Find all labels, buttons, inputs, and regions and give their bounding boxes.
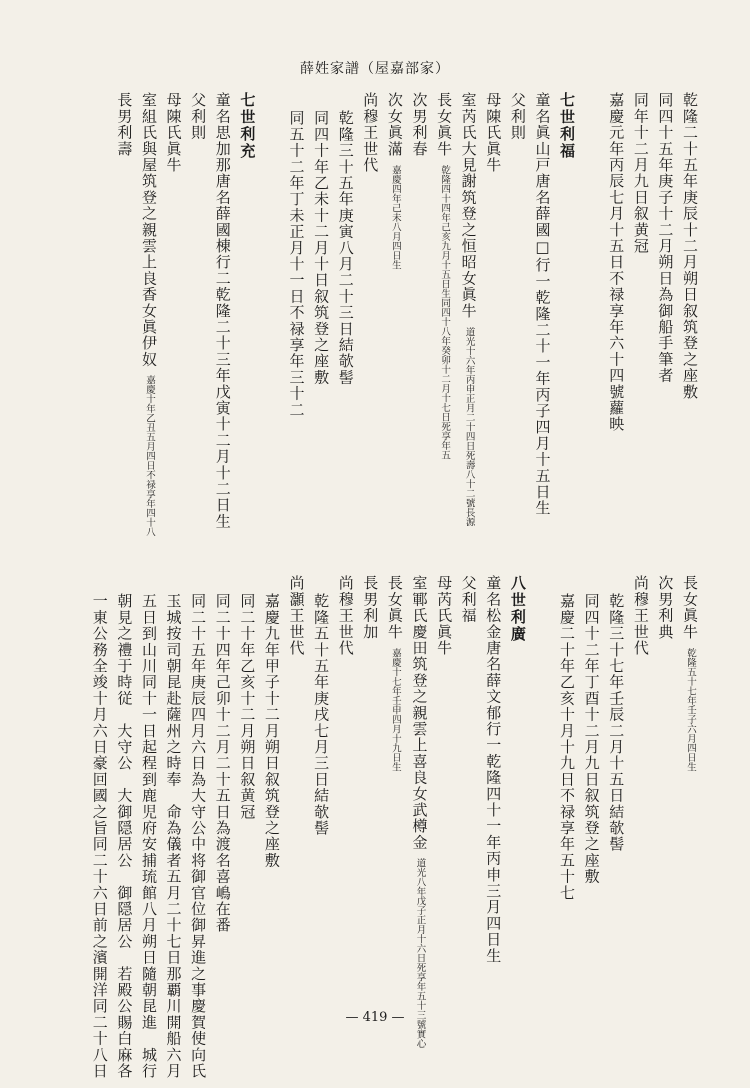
column-note: 道光八年戊子正月十六日死享年五十三號實心 xyxy=(414,858,426,1049)
column-text: 七世利充 xyxy=(238,92,257,160)
column-text: 同二十五年庚辰四月六日為大守公中将御官位御昇進之事慶賀使向氏 xyxy=(189,593,208,1079)
column-text: 尚穆王世代 xyxy=(631,575,650,656)
column-text: 尚灝王世代 xyxy=(287,575,306,656)
generation-heading xyxy=(235,92,260,160)
text-column xyxy=(284,92,309,418)
text-column xyxy=(481,92,506,173)
column-text: 父利則 xyxy=(508,92,527,141)
column-note: 嘉慶四年己未八月四日生 xyxy=(389,164,401,270)
text-column xyxy=(309,575,334,836)
column-text: 父利福 xyxy=(459,575,478,624)
column-text: 父利則 xyxy=(189,92,208,141)
text-column xyxy=(407,575,432,1048)
text-column xyxy=(456,575,481,624)
text-column xyxy=(210,575,235,933)
text-column xyxy=(579,575,604,885)
text-column xyxy=(382,575,407,771)
text-column xyxy=(284,575,309,656)
text-column xyxy=(358,575,383,640)
text-column xyxy=(333,92,358,385)
column-text: 同二十年乙亥十二月朔日叙黄冠 xyxy=(238,593,257,820)
column-note: 道光十六年丙申正月二十四日死壽八十二號長源 xyxy=(463,326,475,527)
column-text: 五日到山川同十一日起程到鹿児府安捕琉館八月朔日隨朝昆進 城行 xyxy=(139,593,158,1079)
column-text: 乾隆三十七年壬辰二月十五日結欹髻 xyxy=(607,593,626,853)
text-column xyxy=(112,575,137,1079)
text-column xyxy=(554,575,579,901)
page-title: 薛姓家譜（屋嘉部家） xyxy=(300,61,450,77)
column-text: 朝見之禮于時従 大守公 大御隠居公 御隠居公 若殿公賜白麻各 xyxy=(115,593,134,1079)
column-note: 嘉慶十年乙丑五月四日不禄享年四十八 xyxy=(143,375,155,537)
column-note: 乾隆四十四年己亥九月十五日生同四十八年癸卯十二月十七日死享年五 xyxy=(439,164,451,460)
column-text: 次女眞滿 xyxy=(385,92,404,157)
text-column xyxy=(431,575,456,656)
column-text: 嘉慶九年甲子十二月朔日叙筑登之座敷 xyxy=(262,593,281,869)
column-text: 室組氏與屋筑登之親雲上良香女眞伊奴 xyxy=(139,92,158,368)
text-column xyxy=(210,92,235,529)
text-column xyxy=(235,575,260,820)
column-text: 長女眞牛 xyxy=(435,92,454,157)
text-column xyxy=(136,575,161,1079)
text-column xyxy=(161,575,186,1079)
column-text: 一東公務全竣十月六日豪回國之旨同二十六日前之濱開洋同二十八日 xyxy=(90,593,109,1079)
column-text: 母陳氏眞牛 xyxy=(484,92,503,173)
column-text: 尚穆王世代 xyxy=(361,92,380,173)
text-column xyxy=(530,92,555,516)
column-text: 同年十二月九日叙黄冠 xyxy=(631,92,650,254)
text-column xyxy=(604,575,629,852)
column-text: 母芮氏眞牛 xyxy=(435,575,454,656)
column-text: 母陳氏眞牛 xyxy=(164,92,183,173)
text-column xyxy=(456,92,481,526)
upper-text-block xyxy=(52,92,702,562)
text-column xyxy=(382,92,407,269)
column-text: 同二十四年己卯十二月二十五日為渡名喜嶋在番 xyxy=(213,593,232,934)
column-text: 童名眞山戸唐名薛國□行一乾隆二十一年丙子四月十五日生 xyxy=(533,92,552,517)
column-text: 嘉慶元年丙辰七月十五日不禄享年六十四號蘿映 xyxy=(607,92,626,433)
text-column xyxy=(358,92,383,173)
text-column xyxy=(653,575,678,640)
column-text: 次男利春 xyxy=(410,92,429,157)
text-column xyxy=(186,92,211,141)
text-column xyxy=(87,575,112,1079)
column-text: 八世利廣 xyxy=(508,575,527,643)
column-text: 玉城按司朝昆赴薩州之時奉 命為儀者五月二十七日那覇川開船六月 xyxy=(164,593,183,1079)
column-note: 嘉慶十七年壬申四月十九日生 xyxy=(389,647,401,772)
generation-heading xyxy=(554,92,579,160)
column-text: 同四十二年丁酉十二月九日叙筑登之座敷 xyxy=(582,593,601,885)
text-column xyxy=(653,92,678,384)
column-text: 室芮氏大見謝筑登之恒昭女眞牛 xyxy=(459,92,478,319)
column-text: 童名思加那唐名薛國棟行二乾隆二十三年戊寅十二月十二日生 xyxy=(213,92,232,530)
column-text: 長女眞牛 xyxy=(385,575,404,640)
column-text: 童名松金唐名薛文郁行一乾隆四十一年丙申三月四日生 xyxy=(484,575,503,964)
text-column xyxy=(407,92,432,157)
text-column xyxy=(136,92,161,537)
text-column xyxy=(161,92,186,173)
column-text: 長女眞牛 xyxy=(681,575,699,640)
text-column xyxy=(112,92,137,157)
text-column xyxy=(628,92,653,254)
text-column xyxy=(431,92,456,459)
text-column xyxy=(628,575,653,656)
text-column xyxy=(186,575,211,1079)
column-text: 長男利壽 xyxy=(115,92,134,157)
column-text: 長男利加 xyxy=(361,575,380,640)
text-column xyxy=(604,92,629,432)
column-text: 乾隆二十五年庚辰十二月朔日叙筑登之座敷 xyxy=(681,92,699,400)
column-text: 尚穆王世代 xyxy=(336,575,355,656)
column-text: 七世利福 xyxy=(558,92,577,160)
generation-heading xyxy=(505,575,530,643)
column-text: 乾隆三十五年庚寅八月二十三日結欹髻 xyxy=(336,110,355,386)
column-text: 室鄆氏慶田筑登之親雲上喜良女武樽金 xyxy=(410,575,429,851)
text-column xyxy=(677,92,702,400)
text-column xyxy=(333,575,358,656)
column-text: 乾隆五十五年庚戌七月三日結欹髻 xyxy=(312,593,331,836)
column-note: 乾隆五十七年壬子六月四日生 xyxy=(685,647,696,772)
text-column xyxy=(309,92,334,385)
column-text: 同四十五年庚子十二月朔日為御船手筆者 xyxy=(656,92,675,384)
text-column xyxy=(505,92,530,141)
column-text: 次男利典 xyxy=(656,575,675,640)
column-text: 同四十年乙未十二月十日叙筑登之座敷 xyxy=(312,110,331,386)
text-column xyxy=(677,575,702,771)
text-column xyxy=(259,575,284,868)
column-text: 嘉慶二十年乙亥十月十九日不禄享年五十七 xyxy=(558,593,577,901)
page-number: — 419 — xyxy=(345,1010,405,1025)
text-column xyxy=(481,575,506,964)
column-text: 同五十二年丁未正月十一日不禄享年三十二 xyxy=(287,110,306,418)
